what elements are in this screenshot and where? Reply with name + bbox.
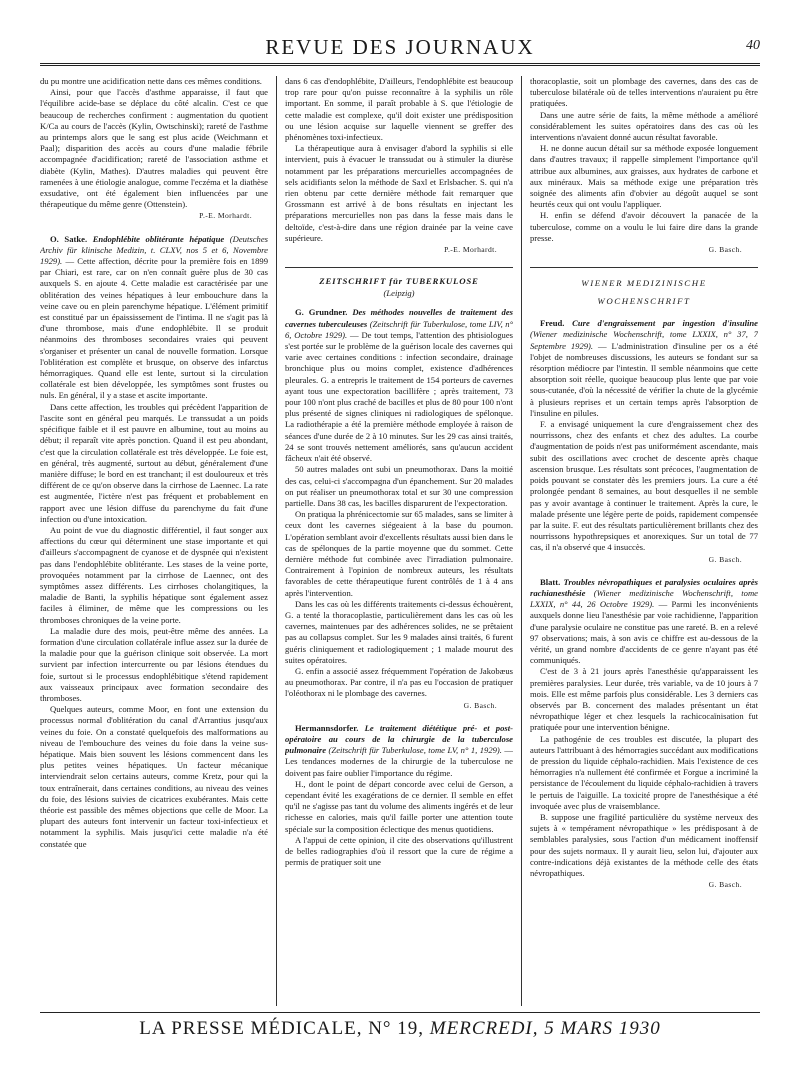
paragraph: B. suppose une fragilité particulière du système nerveux des sujets à « tempérament névropathique » les prédisposant à de semblables paralysies, sous l'action d'un médicament inoffensif pour des sujets normaux. Il y aurait lieu, selon lui, d'ajouter aux contre-indications déjà existantes de la méthode celle des états névropathiques. <box>530 811 758 878</box>
article-author: O. Satke. <box>50 233 88 244</box>
signature: G. Basch. <box>708 880 742 890</box>
article-source: (Wiener medizinische Wochenschrift, tome LXXIX, n° 44, 26 Octobre 1929). <box>530 587 758 610</box>
paragraph: Dans les cas où les différents traitements ci-dessus échouèrent, G. a tenté la thoracoplastie, particulièrement dans les cas où les cavernes, maintenues par des adhérences solides, ne se prêtaient pas au collapsus complet. Sur les 9 malades ainsi traités, 6 furent guéris cliniquement et radiologiquement ; 1 malade mourut des suites opératoires. <box>285 598 513 665</box>
article-freud <box>530 318 758 564</box>
footer-journal: LA PRESSE MÉDICALE, N° 19, <box>139 1018 425 1039</box>
signature: P.-E. Morhardt. <box>444 245 497 255</box>
signature: G. Basch. <box>708 245 742 255</box>
paragraph: Ainsi, pour que l'accès d'asthme apparaisse, il faut que l'équilibre acide-base se déplace du côté alcalin. C'est ce que beaucoup de recherches confirment : augmentation du quotient K/Ca au cours de l'accès (Kylin, Owtschinski); rareté de l'asthme au printemps alors que le sang est plus acide (Weichmann et Paal); disparition des accès au cours d'une maladie fébrile accompagnée d'acidification; rareté de l'association asthme et diabète (Kylin, Mathes). D'autres maladies qui peuvent être ramenées à une étiologie analogue, comme l'eczéma et la diathèse exsudative, ont été également bien influencées par une thérapeutique du même genre (Ottenstein). <box>40 87 268 210</box>
paragraph: dans 6 cas d'endophlébite, D'ailleurs, l'endophlébite est beaucoup trop rare pour qu'on puisse reconnaître à la syphilis un rôle important. En somme, il paraît probable à S. que l'étiologie de cette maladie est complexe, qu'il doit exister une prédisposition ou une lésion acquise sur laquelle viennent se greffer des phénomènes toxi-infectieux. <box>285 76 513 143</box>
section-title: WOCHENSCHRIFT <box>597 296 691 307</box>
article-text: — De tout temps, l'attention des phtisiologues s'est portée sur le problème de la guérison locale des cavernes qui varie avec certaines conditions : infection secondaire, drainage bronchique plus ou moins complet, existence d'adhérences pleurales. G. a entrepris le traitement de 154 porteurs de cavernes ayant tous une expectoration bacillifère ; après traitement, 73 pour 100 n'ont plus craché de bacilles et plus de 80 pour 100 n'ont plus présenté de signes cliniques ni radiologiques de spélonque. La radiothérapie a été la première méthode employée à raison de séances d'une durée de 2 à 10 minutes. Sur les 29 cas ainsi traités, 24 se sont trouvés nettement améliorés, sans qu'aucun accident fâcheux n'ait été observé. <box>285 329 513 464</box>
article-title: Endophlébite oblitérante hépatique <box>92 233 225 244</box>
column-divider <box>521 76 522 1006</box>
article-title: Le traitement diététique pré- et post-opératoire au cours de la chirurgie de la tuberculose pulmonaire <box>285 722 513 756</box>
column-divider <box>276 76 277 1006</box>
article-source: (Deutsches Archiv für klinische Medizin, t. CLXV, nos 5 et 6, Novembre 1929). <box>40 233 268 267</box>
section-title: ZEITSCHRIFT für TUBERKULOSE <box>319 276 479 287</box>
article-text: — Cette affection, décrite pour la première fois en 1899 par Chiari, est rare, car on n'en connaît guère plus de 30 cas auxquels S. en ajoute 4. Cette maladie est caractérisée par une oblitération des veines hépatiques à leur embouchure dans la veine cave ou en plein parenchyme hépatique. L'élément primitif est constitué par un épaississement de l'intima. Il ne s'agit pas là d'une thrombose, mais d'une endophlébite. Il se produit néanmoins des thromboses secondaires vraies qui peuvent s'organiser et présenter un canal de nouvelle formation. Lorsque l'oblitération est complète et brusque, on observe des infarctus hémorragiques. Quand elle est lente, surtout si la circulation collatérale est bien développée, les symptômes sont frustes ou nuls. En général, il y a stase et ascite importante. <box>40 256 268 401</box>
column-1 <box>40 76 268 1006</box>
paragraph: A l'appui de cette opinion, il cite des observations qu'illustrent de belles radiographies d'où il ressort que la cure de régime a permis de pratiquer soit une <box>285 834 513 868</box>
running-title: REVUE DES JOURNAUX <box>265 35 535 59</box>
paragraph: La pathogénie de ces troubles est discutée, la plupart des auteurs l'attribuant à des hémorragies succédant aux modifications de pression du liquide céphalo-rachidien. Mais l'existence de ces hémorragies n'a nullement été confirmée et Forgue a incriminé la persistance de l'écoulement du liquide céphalo-rachidien à travers le pertuis de l'aiguille. La toxicité propre de l'anesthésique a été invoquée avec plus de vraisemblance. <box>530 733 758 811</box>
article-author: Freud. <box>540 318 565 329</box>
paragraph: Quelques auteurs, comme Moor, en font une extension du processus normal d'oblitération du canal d'Arrantius jusqu'aux veines du foie. On a constaté quelquefois des malformations au niveau de l'embouchure des veines du foie dans la veine sus-hépatique. Mais bien souvent les lésions commencent dans les plus petites veines hépatiques. Un facteur mécanique interviendrait selon certains auteurs, comme Kretz, pour qui la toux entraînerait, dans certaines conditions, au niveau des veines du foie, des lésions suivies de cicatrices exubérantes. Mais cette théorie est passible des mêmes objections que celle de Moor. La plupart des auteurs font intervenir un facteur toxi-infectieux et notamment la syphilis. Mais jusqu'ici cette maladie n'a été constatée que <box>40 704 268 849</box>
article-source: (Zeitschrift für Tuberkulose, tome LIV, n° 6, Octobre 1929). <box>285 318 513 340</box>
paragraph: du pu montre une acidification nette dans ces mêmes conditions. <box>40 76 262 86</box>
paragraph: Dans une autre série de faits, la même méthode a amélioré considérablement les suites opératoires dans des cas où les interventions n'avaient donné aucun résultat favorable. <box>530 109 758 143</box>
paragraph: C'est de 3 à 21 jours après l'anesthésie qu'apparaissent les premières paralysies. Leur durée, très variable, va de 10 jours à 7 mois. Elle est même parfois plus considérable. Les 3 derniers cas observés par B. concernent des malades présentant un état névropathique léger et chez lesquels la rachicocaïnisation fut pratiquée pour une intervention bénigne. <box>530 666 758 733</box>
article-title: Troubles névropathiques et paralysies oculaires après rachianesthésie <box>530 576 758 598</box>
section-divider <box>285 267 513 268</box>
page-header <box>40 34 760 62</box>
paragraph: La maladie dure des mois, peut-être même des années. La formation d'une circulation collatérale influe assez sur la durée de la maladie pour que la guérison clinique soit observée. La mort survient par infection intercurrente ou par lésions étendues du foie, surtout si le processus endophlébitique s'étend rapidement aux vaisseaux principaux avec formation secondaire des thromboses. <box>40 625 268 703</box>
paragraph: H. enfin se défend d'avoir découvert la panacée de la tuberculose, comme on a voulu le lui faire dire dans la grande presse. <box>530 210 758 243</box>
paragraph: F. a envisagé uniquement la cure d'engraissement chez des nourrissons, chez des enfants et chez des adultes. La courbe d'augmentation de poids n'est pas uniformément ascendante, mais subit des oscillations avec crochet de descente après chaque ascension brusque. Les résultats sont précoces, l'augmentation de poids pouvant se constater dès les premiers jours. La cure a été prolongée pendant 8 semaines, au bout desquelles il ne semble pas y avoir avantage à continuer le traitement. Après la cure, le malade présente une légère perte de poids, rapidement compensée par la suite. F. eut des résultats particulièrement brillants chez des nourrissons hypothrepsiques et anorexiques. Sur un total de 77 cas, il n'a observé que 4 insuccès. <box>530 419 758 553</box>
paragraph: Au point de vue du diagnostic différentiel, il faut songer aux affections du cœur qui déterminent une stase importante et qui d'ailleurs s'accompagnent de cyanose et de dyspnée qui n'existent pas dans l'endophlébite oblitérante. Les stases de la veine porte, provoquées notamment par la cirrhose de Laennec, ont des symptômes assez différents. Les cirrhoses cholangitiques, la maladie de Banti, la syphilis hépatique sont également assez faciles à éliminer, de même que les compressions ou les thromboses chroniques de la veine porte. <box>40 524 268 625</box>
article-grundner <box>285 307 513 710</box>
article-hermannsdorfer <box>285 723 513 869</box>
paragraph: thoracoplastie, soit un plombage des cavernes, dans des cas de tuberculose bilatérale où de telles interventions n'auraient pu être pratiquées. <box>530 76 758 109</box>
article-blatt <box>530 577 758 891</box>
article-source: (Wiener medizinische Wochenschrift, tome LXXIX, n° 37, 7 Septembre 1929). <box>530 329 758 351</box>
paragraph: G. enfin a associé assez fréquemment l'opération de Jakobæus au pneumothorax. Par contre, il n'a pas eu l'occasion de pratiquer l'oléothorax ni le plombage des cavernes. <box>285 665 513 699</box>
column-2 <box>285 76 513 1006</box>
paragraph: On pratiqua la phrénicectomie sur 65 malades, sans se limiter à ceux dont les cavernes siégeaient à la base du poumon. L'opération semblant avoir d'excellents résultats aussi bien dans le cas de spélonques de la partie moyenne que du sommet. Cette dernière méthode fut combinée avec l'irradiation pulmonaire. Contrairement à l'opinion de nombreux auteurs, les résultats favorables de cette thérapeutique furent contrôlés de 1 à 4 ans après l'intervention. <box>285 509 513 598</box>
footer-date: MERCREDI, 5 MARS 1930 <box>429 1018 661 1039</box>
article-author: Hermannsdorfer. <box>295 722 359 733</box>
page-number: 40 <box>746 38 760 53</box>
article-author: Blatt. <box>540 576 561 587</box>
article-text: — Parmi les inconvénients auxquels donne lieu l'anesthésie par voie rachidienne, l'apparition d'une paralysie oculaire ne constitue pas une rareté. B. en a relevé 97 observations; mais, à son avis ce chiffre est au-dessous de la vérité, un grand nombre d'accidents de ce genre n'ayant pas été communiqués. <box>530 599 758 666</box>
signature: P.-E. Morhardt. <box>199 211 252 221</box>
article-text: — Les tendances modernes de la chirurgie de la tuberculose ne doivent pas faire oublier l'importance du régime. <box>285 745 513 778</box>
article-title: Cure d'engraissement par ingestion d'insuline <box>572 318 758 329</box>
paragraph: Dans cette affection, les troubles qui précèdent l'apparition de l'ascite sont en général peu marqués. Le transsudat a un poids spécifique faible et il est pauvre en albumine, tout au moins au début; il reparaît vite après ponction. Quand il est peu abondant, c'est que la circulation collatérale est très développée. Le foie est, en général, très augmenté, surtout au début, généralement d'une manière diffuse; le bord en est tranchant; il est douloureux et très différent de ce qu'on observe dans la cirrhose de Laennec. La rate est augmentée, l'ictère n'est pas fréquent et probablement en rapport avec une lésion diffuse du parenchyme du fait d'une infection ou d'une intoxication. <box>40 401 268 524</box>
article-satke <box>40 234 268 850</box>
paragraph: H., dont le point de départ concorde avec celui de Gerson, a cependant évité les exagérations de ce dernier. Il semble en effet qu'il ne s'agisse pas tant du volume des aliments ingérés et de leur richesse en calories, mais qu'il faille porter une attention toute spéciale sur la composition éclectique des menus quotidiens. <box>285 778 513 834</box>
footer-rule <box>40 1012 760 1013</box>
column-3 <box>530 76 758 1006</box>
article-text: — L'administration d'insuline per os a été l'objet de nombreuses discussions, les auteurs se fondant sur sa résorption médiocre par l'intestin. Il semble néanmoins que cette absorption soit réelle, quoique beaucoup plus lente que par voie sous-cutanée, d'où la nécessité de vérifier la chute de la glycémie à plusieurs reprises et un certain temps après l'absorption de l'insuline en pilules. <box>530 340 758 418</box>
paragraph: H. ne donne aucun détail sur sa méthode exposée longuement dans d'autres travaux; il rappelle simplement l'importance qu'il attribue aux albumines, aux graisses, aux hydrates de carbone et aux minéraux. Mais sa méthode exige une préparation très soignée des aliments afin d'obvier au dégoût auquel se sont heurtés ceux qui ont voulu l'appliquer. <box>530 143 758 210</box>
paragraph: 50 autres malades ont subi un pneumothorax. Dans la moitié des cas, celui-ci s'accompagna d'un épanchement. Sur 20 malades on put réaliser un pneumothorax total et sur 30 une compression partielle. Dans 38 cas, les bacilles disparurent de l'expectoration. <box>285 464 513 508</box>
header-rule <box>40 63 760 66</box>
article-author: G. Grundner. <box>295 307 348 318</box>
signature: G. Basch. <box>708 554 742 564</box>
article-title: Des méthodes nouvelles de traitement des cavernes tuberculeuses <box>285 307 513 329</box>
article-source: (Zeitschrift für Tuberkulose, tome LV, n° 1, 1929). <box>328 745 502 756</box>
section-subtitle: (Leipzig) <box>383 288 415 299</box>
signature: G. Basch. <box>463 700 497 710</box>
section-divider <box>530 267 758 268</box>
page-footer <box>40 1018 760 1040</box>
paragraph: La thérapeutique aura à envisager d'abord la syphilis si elle intervient, puis à évacuer le transsudat ou à stimuler la diurèse notamment par les préparations mercurielles accompagnées de sels acidifiants selon la méthode de Saxl et Erlsbacher. S. qui n'a rien obtenu par cette dernière méthode fait remarquer que Grossmann est arrivé à de bons résultats en injectant les préparations mercurielles non pas dans la fesse mais dans le deltoïde, c'est-à-dire dans une région drainée par la veine cave supérieure. <box>285 143 513 243</box>
section-title: WIENER MEDIZINISCHE <box>581 278 707 289</box>
